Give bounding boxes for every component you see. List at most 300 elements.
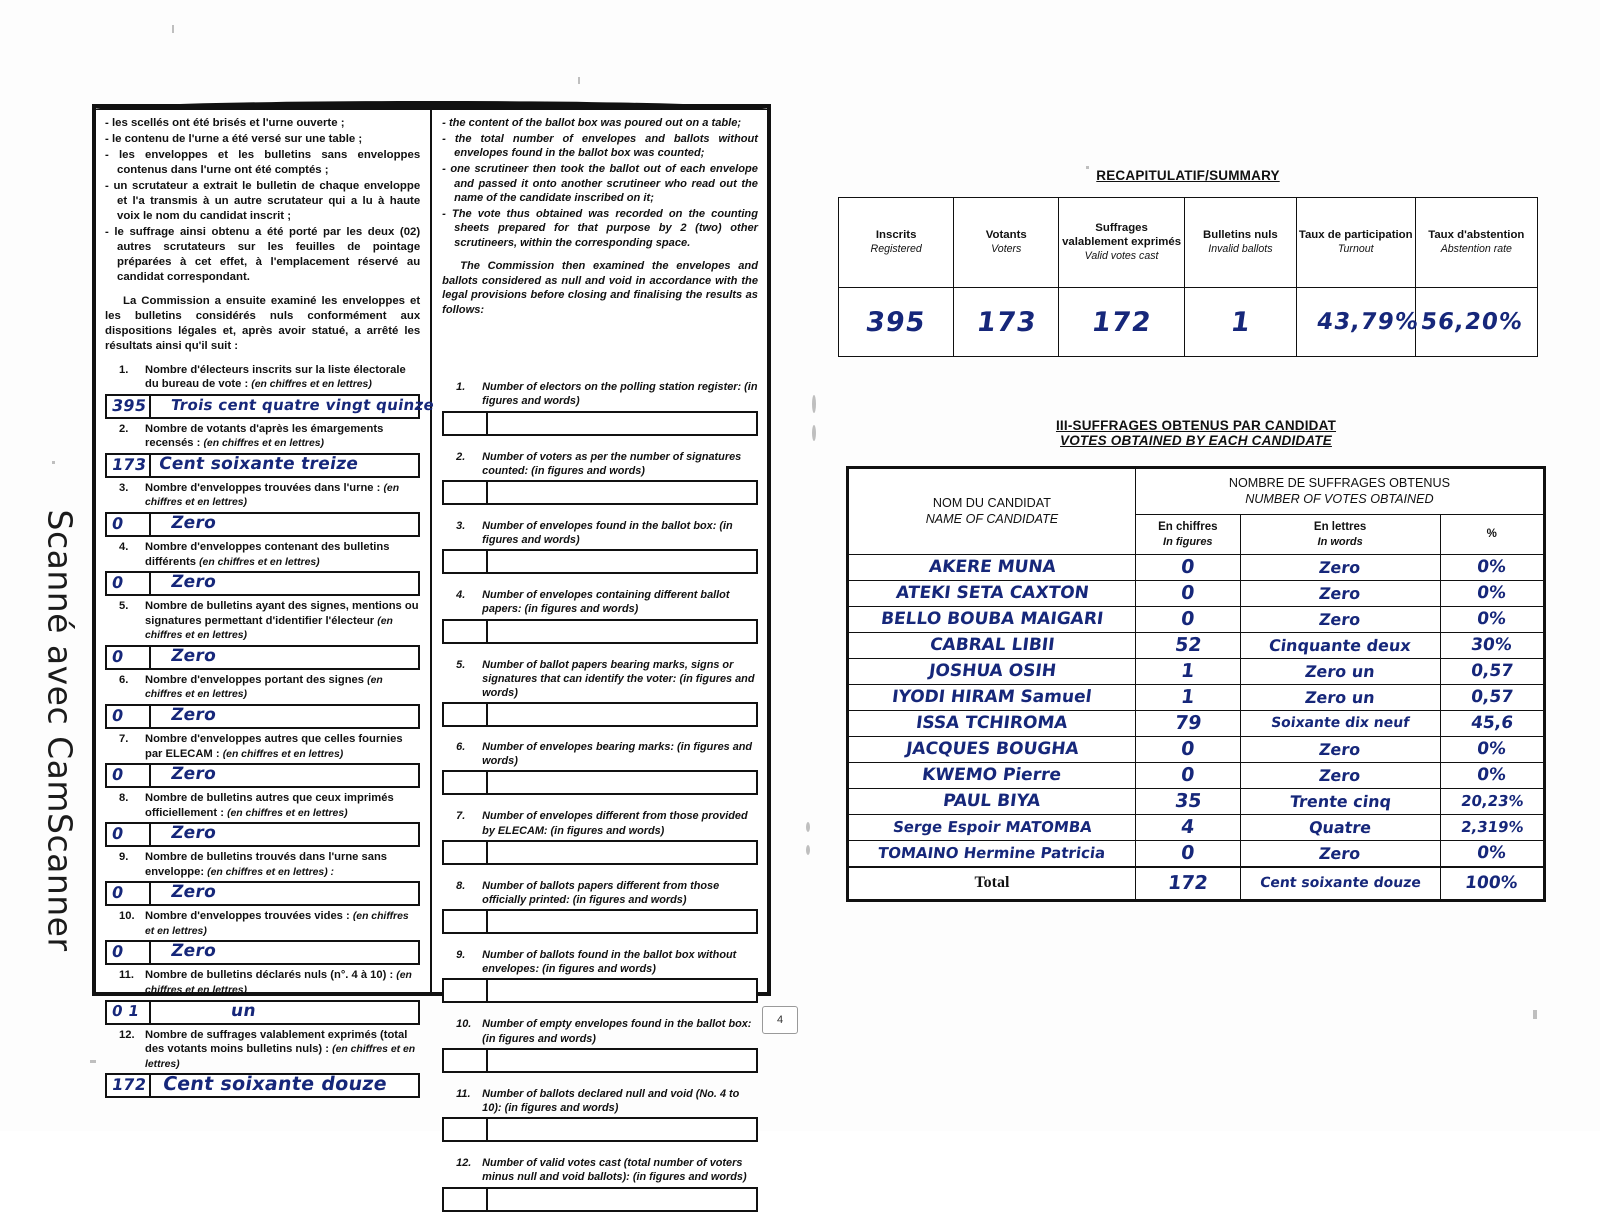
item-number: 4. [119, 541, 129, 554]
handwritten-value: 173 [974, 306, 1039, 338]
answer-figure-cell[interactable] [444, 704, 488, 725]
item-number: 5. [119, 600, 129, 613]
answer-figure-cell[interactable] [107, 514, 151, 535]
handwritten-words: Zero [169, 823, 218, 844]
handwritten-percent: 2,319% [1459, 817, 1525, 836]
item-label: Number of envelopes different from those provided by ELECAM: (in figures and words) [482, 810, 748, 837]
cell-figures [1135, 684, 1240, 710]
answer-words-cell[interactable] [488, 1050, 756, 1071]
handwritten-percent: 0% [1476, 738, 1508, 759]
answer-field-4[interactable] [105, 571, 420, 596]
item-label: Number of envelopes containing different ballot papers: (in figures and words) [482, 589, 730, 616]
cell-words [1240, 710, 1440, 736]
answer-figure-cell[interactable] [444, 621, 488, 642]
cell-percent [1440, 710, 1545, 736]
answer-words-cell[interactable] [151, 395, 436, 417]
item-number: 11. [119, 969, 134, 982]
scan-speck [578, 77, 580, 84]
answer-field-6[interactable] [105, 704, 420, 729]
recap-col-turnout: Taux de participation Turnout [1296, 198, 1415, 288]
handwritten-figure: 0 [110, 646, 125, 666]
handwritten-total-words: Cent soixante douze [1258, 874, 1422, 891]
answer-field-2[interactable] [105, 453, 420, 478]
scan-speck [1533, 1010, 1537, 1019]
answer-words-cell[interactable] [151, 706, 418, 727]
answer-words-cell[interactable] [151, 1002, 418, 1023]
item-note: (en chiffres et en lettres) [251, 379, 372, 391]
answer-words-cell[interactable] [151, 765, 418, 786]
answer-field-3[interactable] [105, 512, 420, 537]
cell-candidate-name [848, 684, 1136, 710]
english-bullet: - the total number of envelopes and ballots without envelopes found in the ballot box was counted; [442, 132, 758, 161]
cell-words [1240, 606, 1440, 632]
cell-words [1240, 684, 1440, 710]
cell-percent [1440, 788, 1545, 814]
candidates-title [846, 418, 1546, 448]
item-number: 8. [456, 879, 466, 892]
cell-total-percent [1440, 867, 1545, 901]
handwritten-words: Trois cent quatre vingt quinze [169, 395, 436, 414]
answer-field-9[interactable] [105, 881, 420, 906]
handwritten-words: un [229, 1000, 258, 1021]
answer-figure-cell[interactable] [107, 824, 151, 845]
answer-figure-cell[interactable] [107, 396, 151, 417]
answer-field-en-5[interactable] [442, 702, 758, 727]
answer-words-cell[interactable] [488, 911, 756, 932]
answer-field-en-1[interactable] [442, 411, 758, 436]
cell-words [1240, 840, 1440, 867]
item-label: Number of electors on the polling station register: (in figures and words) [482, 381, 758, 408]
answer-field-en-11[interactable] [442, 1117, 758, 1142]
english-question-12 [442, 1156, 758, 1211]
item-label: Nombre de bulletins trouvés dans l'urne sans enveloppe: [145, 851, 388, 878]
item-note: (en chiffres et en lettres) [227, 807, 348, 819]
handwritten-words: Zero [169, 645, 218, 666]
cell-total-figures [1135, 867, 1240, 901]
french-question-3 [105, 481, 420, 537]
scan-speck [812, 425, 816, 441]
handwritten-percent: 0,57 [1469, 660, 1515, 681]
answer-figure-cell[interactable] [107, 1075, 151, 1096]
handwritten-name: ISSA TCHIROMA [915, 712, 1069, 733]
handwritten-percent: 0% [1476, 608, 1508, 629]
answer-words-cell[interactable] [488, 772, 756, 793]
table-row [848, 632, 1545, 658]
item-label: Nombre de bulletins déclarés nuls (n°. 4 à 10) : [145, 969, 394, 982]
handwritten-name: JACQUES BOUGHA [904, 738, 1080, 759]
item-number: 5. [456, 658, 466, 671]
recap-title: RECAPITULATIF/SUMMARY [1096, 168, 1280, 183]
answer-words-cell[interactable] [151, 942, 418, 963]
scan-speck [812, 395, 816, 413]
cell-candidate-name [848, 840, 1136, 867]
th-in-figures: En chiffres In figures [1135, 514, 1240, 554]
handwritten-figure: 35 [1173, 789, 1203, 812]
handwritten-words: Cinquante deux [1268, 635, 1413, 655]
english-question-10 [442, 1017, 758, 1072]
handwritten-words: Zero [1318, 609, 1362, 629]
item-number: 2. [119, 422, 129, 435]
table-row [848, 606, 1545, 632]
th-votes-obtained: NOMBRE DE SUFFRAGES OBTENUS NUMBER OF VOTES OBTAINED [1135, 468, 1544, 515]
table-row [848, 788, 1545, 814]
scan-speck [172, 25, 174, 33]
answer-figure-cell[interactable] [107, 573, 151, 594]
handwritten-words: Zero [169, 941, 218, 962]
answer-figure-cell[interactable] [444, 482, 488, 503]
handwritten-figure: 173 [110, 454, 148, 474]
answer-field-1[interactable] [105, 394, 436, 419]
answer-words-cell[interactable] [151, 824, 418, 845]
answer-figure-cell[interactable] [107, 883, 151, 904]
handwritten-words: Zero [1318, 765, 1362, 785]
answer-words-cell[interactable] [488, 551, 756, 572]
answer-figure-cell[interactable] [444, 551, 488, 572]
answer-field-5[interactable] [105, 645, 420, 670]
answer-figure-cell[interactable] [107, 706, 151, 727]
cell-words [1240, 658, 1440, 684]
french-question-11 [105, 968, 420, 1024]
item-label: Number of ballots found in the ballot box without envelopes: (in figures and words) [482, 949, 737, 976]
answer-figure-cell[interactable] [107, 455, 151, 476]
item-number: 12. [119, 1028, 135, 1041]
handwritten-words: Quatre [1307, 817, 1373, 837]
cell-percent [1440, 580, 1545, 606]
candidates-section [846, 418, 1546, 902]
handwritten-name: PAUL BIYA [942, 790, 1042, 811]
handwritten-name: IYODI HIRAM Samuel [891, 686, 1093, 707]
cell-total-label [848, 867, 1136, 901]
handwritten-percent: 0,57 [1469, 686, 1515, 707]
answer-figure-cell[interactable] [444, 1050, 488, 1071]
item-label: Number of ballots papers different from those officially printed: (in figures and words) [482, 879, 720, 906]
english-paragraph: The Commission then examined the envelopes and ballots considered as null and void in accordance with the legal provisions before closing and finalising the results as follows: [442, 259, 758, 317]
cell-figures [1135, 554, 1240, 580]
item-number: 3. [456, 519, 466, 532]
recap-value-turnout [1296, 288, 1421, 357]
item-note: (en chiffres et en lettres) [222, 748, 344, 760]
handwritten-figure: 0 [1179, 737, 1196, 760]
cell-figures [1135, 788, 1240, 814]
answer-figure-cell[interactable] [444, 772, 488, 793]
answer-words-cell[interactable] [151, 455, 418, 476]
th-percent: % [1440, 514, 1545, 554]
cell-percent [1440, 814, 1545, 840]
handwritten-figure: 0 [110, 824, 125, 844]
cell-candidate-name [848, 814, 1136, 840]
item-label: Nombre d'enveloppes trouvées vides : [145, 910, 350, 923]
item-number: 8. [119, 792, 129, 805]
cell-candidate-name [848, 658, 1136, 684]
handwritten-name: Serge Espoir MATOMBA [891, 817, 1093, 836]
answer-field-en-7[interactable] [442, 840, 758, 865]
answer-words-cell[interactable] [151, 514, 418, 535]
cell-figures [1135, 814, 1240, 840]
item-label: Nombre d'enveloppes autres que celles fournies par ELECAM : [145, 732, 403, 760]
page-number-box [762, 1006, 798, 1034]
handwritten-figure: 0 [110, 573, 125, 593]
handwritten-name: BELLO BOUBA MAIGARI [879, 608, 1105, 629]
cell-figures [1135, 840, 1240, 867]
handwritten-total-percent: 100% [1464, 872, 1520, 893]
item-note: (en chiffres et en lettres) [145, 615, 393, 642]
answer-words-cell[interactable] [151, 573, 418, 594]
scan-speck [806, 845, 810, 855]
cell-candidate-name [848, 632, 1136, 658]
item-label: Number of empty envelopes found in the ballot box: (in figures and words) [482, 1018, 752, 1045]
candidates-title-fr: III-SUFFRAGES OBTENUS PAR CANDIDAT [1055, 418, 1337, 433]
scan-speck [90, 1060, 96, 1063]
handwritten-percent: 0% [1476, 764, 1508, 785]
item-note: (en chiffres et en lettres) [199, 556, 320, 568]
answer-field-en-3[interactable] [442, 549, 758, 574]
french-bullet: - les enveloppes et les bulletins sans enveloppes contenus dans l'urne ont été comptés ; [105, 148, 420, 178]
handwritten-words: Zero [169, 513, 218, 534]
handwritten-figure: 0 [1179, 581, 1196, 604]
cell-words [1240, 736, 1440, 762]
item-label: Number of ballots declared null and void (No. 4 to 10): (in figures and words) [482, 1087, 740, 1114]
english-bullet: - the content of the ballot box was poured out on a table; [442, 116, 758, 131]
th-in-words: En lettres In words [1240, 514, 1440, 554]
minutes-column-english [432, 107, 768, 1184]
recap-table [838, 197, 1538, 357]
item-number: 10. [456, 1018, 472, 1031]
cell-words [1240, 580, 1440, 606]
english-question-6 [442, 740, 758, 795]
answer-words-cell[interactable] [488, 413, 756, 434]
handwritten-figure: 0 [110, 765, 125, 785]
recap-col-inscrits: Inscrits Registered [839, 198, 954, 288]
item-label: Nombre de suffrages valablement exprimés (total des votants moins bulletins nuls) : [145, 1028, 408, 1056]
handwritten-figure: 1 [1179, 659, 1196, 682]
table-row [848, 580, 1545, 606]
item-label: Nombre d'enveloppes trouvées dans l'urne : [145, 481, 381, 494]
table-row [848, 762, 1545, 788]
recap-col-invalid: Bulletins nuls Invalid ballots [1184, 198, 1296, 288]
handwritten-words: Zero [1318, 557, 1362, 577]
item-label: Number of ballot papers bearing marks, signs or signatures that can identify the voter: (in figures and words) [482, 658, 755, 699]
minutes-column-french [95, 107, 436, 1096]
item-note: (en chiffres et en lettres) [203, 438, 324, 450]
answer-field-en-12[interactable] [442, 1187, 758, 1212]
answer-field-en-2[interactable] [442, 480, 758, 505]
item-number: 10. [119, 910, 135, 923]
cell-percent [1440, 606, 1545, 632]
page-number: 4 [776, 1014, 784, 1026]
french-question-10 [105, 909, 420, 965]
french-question-8 [105, 791, 420, 847]
handwritten-words: Soixante dix neuf [1270, 714, 1411, 731]
item-number: 4. [456, 589, 466, 602]
answer-figure-cell[interactable] [107, 765, 151, 786]
handwritten-name: JOSHUA OSIH [927, 660, 1057, 681]
answer-figure-cell[interactable] [107, 1002, 151, 1023]
handwritten-figure: 0 [110, 514, 125, 534]
handwritten-words: Zero [169, 882, 218, 903]
french-question-4 [105, 540, 420, 596]
total-row [848, 867, 1545, 901]
handwritten-words: Zero [1318, 739, 1362, 759]
item-label: Nombre de bulletins autres que ceux imprimés officiellement : [145, 792, 394, 819]
item-note: (en chiffres et en lettres) [145, 482, 400, 509]
handwritten-words: Zero [169, 704, 218, 725]
item-number: 1. [119, 363, 129, 376]
handwritten-total-figure: 172 [1166, 871, 1210, 894]
item-label: Number of voters as per the number of signatures counted: (in figures and words) [482, 450, 742, 477]
answer-field-en-9[interactable] [442, 978, 758, 1003]
answer-words-cell[interactable] [151, 1075, 418, 1096]
english-question-9 [442, 948, 758, 1003]
cell-percent [1440, 736, 1545, 762]
item-label: Nombre de bulletins ayant des signes, mentions ou signatures permettant d'identifier l'électeur [145, 600, 419, 627]
table-row [848, 840, 1545, 867]
answer-figure-cell[interactable] [107, 942, 151, 963]
handwritten-value: 172 [1089, 306, 1154, 338]
answer-words-cell[interactable] [488, 980, 756, 1001]
item-note: (en chiffres et en lettres) [145, 1044, 416, 1070]
cell-words [1240, 554, 1440, 580]
item-number: 12. [456, 1157, 472, 1170]
answer-field-en-8[interactable] [442, 909, 758, 934]
answer-field-8[interactable] [105, 822, 420, 847]
answer-field-10[interactable] [105, 940, 420, 965]
answer-field-12[interactable] [105, 1073, 420, 1098]
french-question-9 [105, 850, 420, 906]
handwritten-figure: 4 [1179, 815, 1196, 838]
item-note: (en chiffres et en lettres) : [207, 866, 335, 878]
answer-figure-cell[interactable] [444, 842, 488, 863]
answer-field-en-10[interactable] [442, 1048, 758, 1073]
handwritten-percent: 45,6 [1469, 712, 1515, 733]
item-number: 9. [119, 851, 129, 864]
cell-percent [1440, 762, 1545, 788]
cell-words [1240, 814, 1440, 840]
recap-value-abstention [1415, 288, 1537, 357]
english-bullet-list [442, 116, 758, 251]
item-number: 3. [119, 481, 129, 494]
handwritten-figure: 52 [1173, 633, 1203, 656]
handwritten-figure: 79 [1173, 711, 1203, 734]
handwritten-percent: 0% [1476, 582, 1508, 603]
handwritten-figure: 0 [1179, 607, 1196, 630]
answer-words-cell[interactable] [151, 883, 418, 904]
answer-field-7[interactable] [105, 763, 420, 788]
cell-total-words [1240, 867, 1440, 901]
item-label: Nombre d'enveloppes contenant des bulletins différents [145, 541, 390, 568]
answer-words-cell[interactable] [488, 704, 756, 725]
answer-words-cell[interactable] [488, 1189, 756, 1210]
cell-figures [1135, 606, 1240, 632]
handwritten-figure: 172 [110, 1075, 148, 1095]
handwritten-words: Zero [169, 764, 218, 785]
recap-value-row [839, 288, 1538, 357]
cell-figures [1135, 736, 1240, 762]
handwritten-name: TOMAINO Hermine Patricia [877, 843, 1107, 862]
handwritten-words: Trente cinq [1288, 791, 1392, 811]
handwritten-figure: 0 [1179, 841, 1196, 864]
cell-figures [1135, 762, 1240, 788]
recap-value-invalid [1184, 288, 1296, 357]
candidates-table [846, 466, 1546, 902]
french-bullet: - le suffrage ainsi obtenu a été porté par les deux (02) autres scrutateurs sur les feuilles de pointage préparées à cet effet, à l'emplacement réservé au candidat correspondant. [105, 225, 420, 285]
cell-words [1240, 632, 1440, 658]
item-label: Nombre d'enveloppes portant des signes [145, 673, 364, 686]
handwritten-percent: 20,23% [1459, 791, 1525, 810]
item-number: 2. [456, 450, 466, 463]
cell-candidate-name [848, 580, 1136, 606]
cell-candidate-name [848, 788, 1136, 814]
cell-percent [1440, 840, 1545, 867]
cell-figures [1135, 658, 1240, 684]
answer-field-en-6[interactable] [442, 770, 758, 795]
answer-words-cell[interactable] [488, 621, 756, 642]
french-bullet: - les scellés ont été brisés et l'urne ouverte ; [105, 116, 420, 131]
candidates-title-en: VOTES OBTAINED BY EACH CANDIDATE [1060, 433, 1332, 448]
answer-field-11[interactable] [105, 1000, 420, 1025]
recap-value-votants [954, 288, 1059, 357]
answer-words-cell[interactable] [488, 482, 756, 503]
item-number: 9. [456, 949, 466, 962]
handwritten-percent: 0% [1476, 556, 1508, 577]
recap-value-valid-votes [1059, 288, 1185, 357]
answer-figure-cell[interactable] [444, 1189, 488, 1210]
item-note: (en chiffres et en lettres) [145, 970, 412, 997]
handwritten-value: 43,79% [1315, 309, 1421, 335]
french-bullet: - le contenu de l'urne a été versé sur une table ; [105, 132, 420, 147]
handwritten-name: AKERE MUNA [927, 556, 1057, 577]
english-bullet: - one scrutineer then took the ballot out of each envelope and passed it onto another scrutineer who read out the name of the candidate inscribed on it; [442, 162, 758, 206]
recap-section [838, 168, 1538, 357]
scan-speck [806, 822, 810, 832]
item-label: Number of valid votes cast (total number of voters minus null and void ballots): (in figures and words) [482, 1157, 747, 1184]
answer-figure-cell[interactable] [107, 647, 151, 668]
french-question-2 [105, 422, 420, 478]
item-label: Number of envelopes bearing marks: (in figures and words) [482, 741, 753, 768]
answer-words-cell[interactable] [151, 647, 418, 668]
answer-figure-cell[interactable] [444, 980, 488, 1001]
answer-field-en-4[interactable] [442, 619, 758, 644]
answer-figure-cell[interactable] [444, 413, 488, 434]
answer-words-cell[interactable] [488, 1119, 756, 1140]
handwritten-figure: 0 [1179, 555, 1196, 578]
table-row [848, 658, 1545, 684]
recap-col-valid-votes: Suffrages valablement exprimés Valid votes cast [1059, 198, 1185, 288]
french-question-7 [105, 732, 420, 788]
french-bullet-list [105, 116, 420, 286]
handwritten-words: Cent soixante douze [161, 1073, 389, 1096]
english-question-5 [442, 658, 758, 728]
handwritten-figure: 0 1 [110, 1001, 141, 1020]
scan-speck [52, 461, 55, 464]
cell-candidate-name [848, 736, 1136, 762]
item-number: 1. [456, 381, 466, 394]
recap-header-row [839, 198, 1538, 288]
item-note: (en chiffres et en lettres) [145, 674, 383, 701]
handwritten-figure: 0 [1179, 763, 1196, 786]
recap-col-abstention: Taux d'abstention Abstention rate [1415, 198, 1537, 288]
handwritten-name: ATEKI SETA CAXTON [894, 582, 1090, 603]
answer-figure-cell[interactable] [444, 1119, 488, 1140]
cell-percent [1440, 632, 1545, 658]
cell-percent [1440, 658, 1545, 684]
item-number: 7. [456, 810, 466, 823]
handwritten-figure: 0 [110, 942, 125, 962]
answer-words-cell[interactable] [488, 842, 756, 863]
table-row [848, 554, 1545, 580]
answer-figure-cell[interactable] [444, 911, 488, 932]
recap-value-inscrits [839, 288, 954, 357]
english-question-11 [442, 1087, 758, 1142]
